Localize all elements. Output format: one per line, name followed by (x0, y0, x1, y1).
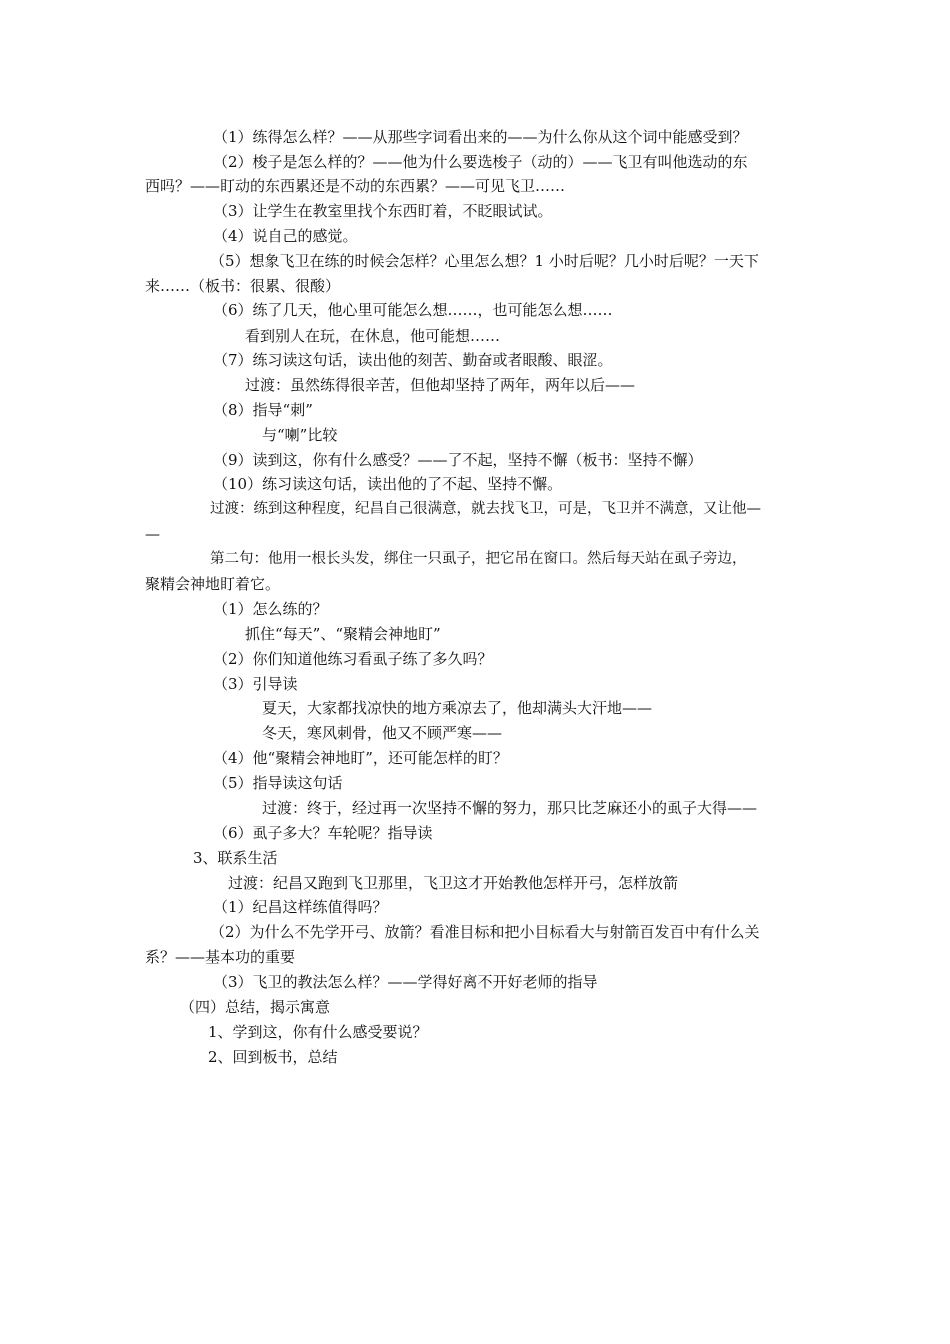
text-line: （10）练习读这句话，读出他的了不起、坚持不懈。 (213, 475, 563, 493)
text-line: （4）说自己的感觉。 (213, 227, 358, 245)
text-line: （1）纪昌这样练值得吗？ (213, 898, 388, 916)
text-line: （1）练得怎么样？——从那些字词看出来的——为什么你从这个词中能感受到？ (213, 128, 748, 146)
text-line: 2、回到板书，总结 (208, 1048, 338, 1066)
text-line: 系？——基本功的重要 (145, 948, 296, 966)
text-line: （6）虱子多大？车轮呢？指导读 (213, 824, 433, 842)
text-line: （6）练了几天，他心里可能怎么想……，也可能怎么想…… (213, 301, 613, 319)
text-line: （3）引导读 (213, 675, 298, 693)
text-line: 西吗？——盯动的东西累还是不动的东西累？——可见飞卫…… (145, 177, 566, 195)
text-line: （2）你们知道他练习看虱子练了多久吗？ (213, 650, 493, 668)
text-line: 第二句：他用一根长头发，绑住一只虱子，把它吊在窗口。然后每天站在虱子旁边， (210, 551, 747, 567)
text-line: （2）为什么不先学开弓、放箭？看准目标和把小目标看大与射箭百发百中有什么关 (210, 923, 760, 941)
text-line: — (145, 525, 160, 543)
text-line: （5）指导读这句话 (213, 774, 343, 792)
text-line: 看到别人在玩，在休息，他可能想…… (245, 327, 501, 345)
text-line: 冬天，寒风刺骨，他又不顾严寒—— (262, 724, 503, 742)
text-line: （3）飞卫的教法怎么样？——学得好离不开好老师的指导 (213, 973, 598, 991)
text-line: 来……（板书：很累、很酸） (145, 277, 341, 295)
text-line: 过渡：纪昌又跑到飞卫那里，飞卫这才开始教他怎样开弓，怎样放箭 (228, 874, 679, 892)
text-line: （7）练习读这句话，读出他的刻苦、勤奋或者眼酸、眼涩。 (213, 351, 613, 369)
text-line: （8）指导“刺” (213, 401, 313, 419)
text-line: 夏天，大家都找凉快的地方乘凉去了，他却满头大汗地—— (262, 699, 653, 717)
text-line: 3、联系生活 (193, 849, 278, 867)
text-line: （四）总结，揭示寓意 (180, 998, 331, 1016)
text-line: 过渡：练到这种程度，纪昌自己很满意，就去找飞卫，可是，飞卫并不满意，又让他— (210, 501, 761, 517)
text-line: （1）怎么练的？ (213, 600, 328, 618)
text-line: 1、学到这，你有什么感受要说？ (208, 1023, 428, 1041)
text-line: 聚精会神地盯着它。 (145, 575, 281, 593)
text-line: 抓住“每天”、“聚精会神地盯” (245, 625, 441, 643)
text-line: （5）想象飞卫在练的时候会怎样？心里怎么想？1 小时后呢？几小时后呢？一天下 (210, 252, 759, 270)
text-line: 过渡：终于，经过再一次坚持不懈的努力，那只比芝麻还小的虱子大得—— (262, 799, 758, 817)
text-line: （3）让学生在教室里找个东西盯着，不眨眼试试。 (213, 202, 553, 220)
text-line: （9）读到这，你有什么感受？——了不起，坚持不懈（板书：坚持不懈） (213, 451, 703, 469)
text-line: （2）梭子是怎么样的？——他为什么要选梭子（动的）——飞卫有叫他选动的东 (213, 153, 748, 171)
text-line: 过渡：虽然练得很辛苦，但他却坚持了两年，两年以后—— (245, 376, 636, 394)
text-line: 与“喇”比较 (262, 426, 338, 444)
text-line: （4）他“聚精会神地盯”，还可能怎样的盯？ (213, 749, 508, 767)
